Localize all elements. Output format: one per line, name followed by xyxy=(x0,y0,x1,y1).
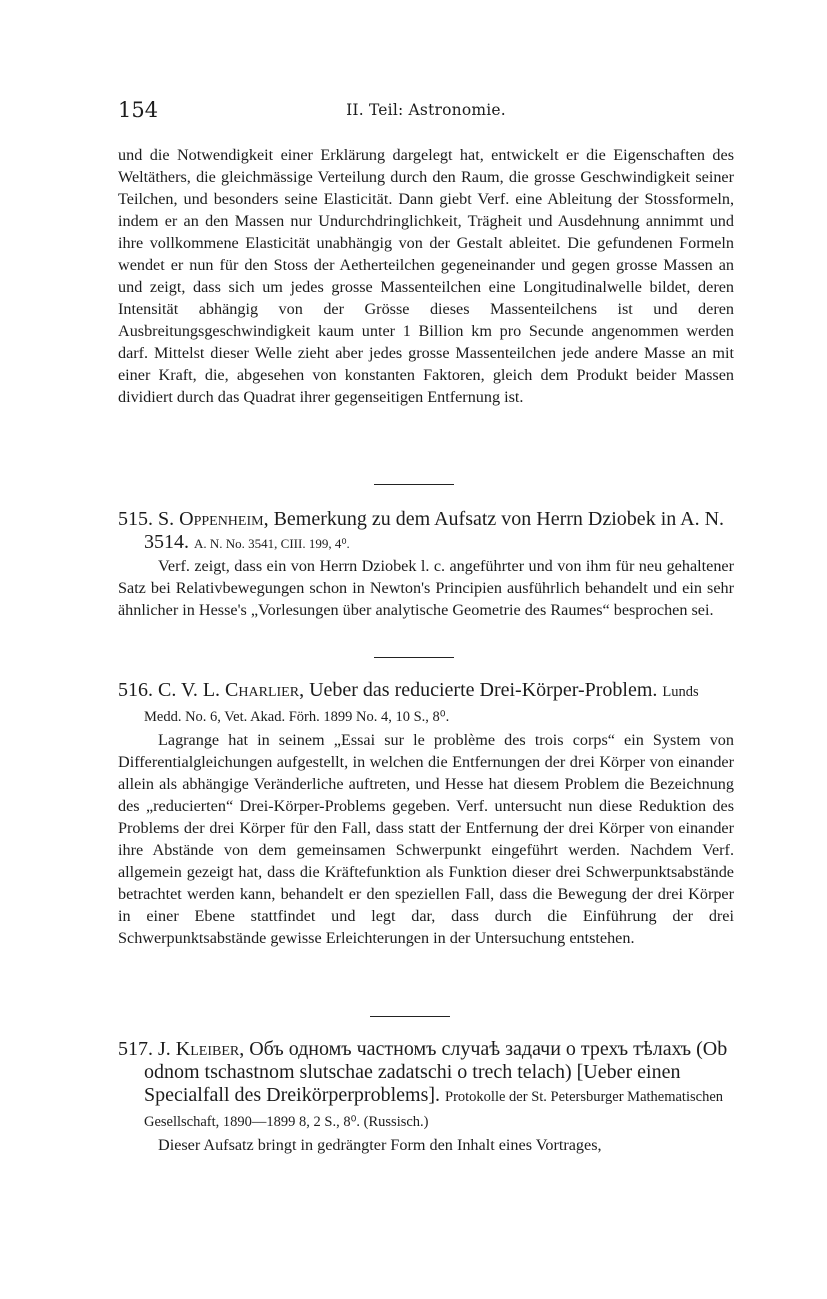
page-number: 154 xyxy=(118,98,159,122)
entry-heading xyxy=(118,508,734,555)
entry-heading xyxy=(118,679,734,729)
continued-paragraph-block xyxy=(118,144,734,408)
section-divider xyxy=(374,657,454,658)
entry-516 xyxy=(118,679,734,949)
entry-number: 517. xyxy=(118,1038,153,1060)
running-title: II. Teil: Astronomie. xyxy=(346,101,506,119)
entry-number: 515. xyxy=(118,508,153,530)
section-divider xyxy=(374,484,454,485)
section-divider xyxy=(370,1016,450,1017)
entry-author: J. Kleiber, xyxy=(158,1038,245,1060)
entry-517 xyxy=(118,1038,734,1156)
entry-515 xyxy=(118,508,734,621)
entry-heading xyxy=(118,1038,734,1134)
entry-source: Lunds Medd. No. 6, Vet. Akad. Förh. 1899 No. 4, 10 S., 8⁰. xyxy=(144,684,699,725)
entry-title: Объ одномъ частномъ случаѣ задачи о трехъ тѣлахъ (Ob odnom tschastnom slutschae zadatschi o trech telach) [Ueber einen Specialfall des Dreikörperproblems]. xyxy=(144,1038,728,1106)
entry-source: Protokolle der St. Petersburger Mathematischen Gesellschaft, 1890—1899 8, 2 S., 8⁰. (Russisch.) xyxy=(144,1089,724,1130)
entry-author: S. Oppenheim, xyxy=(158,508,269,530)
entry-title: Ueber das reducierte Drei-Körper-Problem. xyxy=(309,679,658,701)
entry-title: Bemerkung zu dem Aufsatz von Herrn Dziobek in A. N. 3514. xyxy=(144,508,725,553)
entry-abstract: Verf. zeigt, dass ein von Herrn Dziobek l. c. angeführter und von ihm für neu gehaltener Satz bei Relativbewegungen schon in Newton's Principien ausführlich behandelt und ein sehr ähnlicher in Hesse's „Vorlesungen über analytische Geometrie des Raumes“ besprochen sei. xyxy=(118,557,734,619)
continued-paragraph: und die Notwendigkeit einer Erklärung dargelegt hat, entwickelt er die Eigenschaften des Weltäthers, die gleichmässige Verteilung durch den Raum, die grosse Geschwindigkeit seiner Teilchen, und besonders seine Elasticität. Dann giebt Verf. eine Ableitung der Stossformeln, indem er an den Massen nur Undurchdringlichkeit, Trägheit und Ausdehnung annimmt und ihre vollkommene Elasticität unabhängig von der Gestalt ableitet. Die gefundenen Formeln wendet er nun für den Stoss der Aetherteilchen gegeneinander und gegen grosse Massen an und zeigt, dass sich um jedes grosse Massenteilchen eine Longitudinalwelle bildet, deren Intensität abhängig von der Grösse dieses Massenteilchens ist und deren Ausbreitungsgeschwindigkeit kaum unter 1 Billion km pro Secunde angenommen werden darf. Mittelst dieser Welle zieht aber jedes grosse Massenteilchen jede andere Masse an mit einer Kraft, die, abgesehen von konstanten Faktoren, gleich dem Produkt beider Massen dividiert durch das Quadrat ihrer gegenseitigen Entfernung ist. xyxy=(118,146,734,406)
entry-source: A. N. No. 3541, CIII. 199, 4⁰. xyxy=(194,536,350,551)
page-header xyxy=(118,98,734,122)
entry-author: C. V. L. Charlier, xyxy=(158,679,305,701)
entry-abstract: Dieser Aufsatz bringt in gedrängter Form den Inhalt eines Vortrages, xyxy=(158,1136,602,1154)
entry-number: 516. xyxy=(118,679,153,701)
entry-abstract: Lagrange hat in seinem „Essai sur le problème des trois corps“ ein System von Differentialgleichungen aufgestellt, in welchen die Entfernungen der drei Körper von einander allein als abhängige Veränderliche auftreten, und Hesse hat diesem Problem die Bezeichnung des „reducierten“ Drei-Körper-Problems gegeben. Verf. untersucht nun diese Reduktion des Problems der drei Körper für den Fall, dass statt der Entfernung der drei Körper von einander ihre Abstände von dem gemeinsamen Schwerpunkt eingeführt werden. Nachdem Verf. allgemein gezeigt hat, dass die Kräftefunktion als Funktion dieser drei Schwerpunktsabstände betrachtet werden kann, behandelt er den speziellen Fall, dass die Bewegung der drei Körper in einer Ebene stattfindet und legt dar, dass durch die Einführung der drei Schwerpunktsabstände gewisse Erleichterungen in der Untersuchung entstehen. xyxy=(118,731,734,947)
